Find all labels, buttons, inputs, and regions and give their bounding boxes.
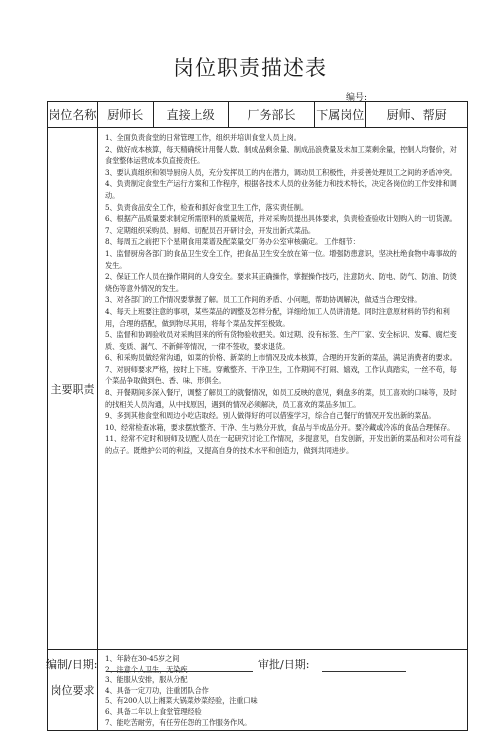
approved-date-line (322, 671, 406, 672)
duty-item: 6、根据产品质量要求制定所需原料的质量规范，并对采购员提出具体要求，负责检查验收计划购入的一切货源。 (105, 214, 457, 224)
prepared-date-label: 编制/日期: (46, 658, 98, 671)
subordinate-position-label: 下属岗位 (315, 102, 366, 127)
requirement-item: 3、能服从安排，服从分配 (105, 675, 188, 685)
duty-item: 7、对厨师要求严格，按时上下班。穿戴整齐、干净卫生，工作期间不打闹、嬉戏，工作认真踏实，一丝不苟，每个菜品争取做到色、香、味、形俱全。 (105, 364, 457, 386)
requirement-item: 6、具备二年以上食堂管理经验 (105, 706, 202, 716)
requirement-item: 7、能吃苦耐劳，有任劳任怨的工作服务作风。 (105, 717, 252, 727)
duty-item: 6、和采购员做经常沟通，如菜的价格、新菜的上市情况及成本核算，合理的开发新的菜品，满足消费者的要求。 (105, 353, 457, 363)
duty-item: 9、多到其他食堂和周边小吃店取经。别人做得好的可以借鉴学习，综合自己餐厅的情况开发出新的菜品。 (105, 411, 436, 421)
duty-item: 3、对各部门的工作情况要掌握了解。员工工作间的矛盾、小问题，帮助协调解决，做适当合理安排。 (105, 295, 422, 305)
duty-item: 2、保证工作人员在操作期间的人身安全。要求其正确操作，掌握操作技巧，注意防火、防电、防气、防油、防烫烧伤等意外情况的发生。 (105, 272, 457, 293)
duty-item: 4、负责制定食堂生产运行方案和工作程序，根据各技术人员的业务能力和技术特长，决定各岗位的工作安排和调动。 (105, 179, 457, 200)
duty-item: 8、开餐期间多深入餐厅，调整了解员工的就餐情况，如员工反映的意见，剩盘多的菜，员工喜欢的口味等，及时的找相关人员沟通，从中找原因，遇到的情况必须解决，员工喜欢的菜品多加工。 (105, 388, 457, 409)
header-row (48, 102, 467, 128)
duty-item: 7、定期组织采购员、厨师、切配员召开研讨会，开发出新式菜品。 (105, 225, 316, 235)
prepared-date-line (106, 671, 253, 672)
duty-item: 8、每周五之前把下个星期食用菜谱及配菜量交厂务办公室审核确定。 工作细节： (105, 237, 360, 247)
main-duties-content (98, 128, 467, 649)
duty-item: 3、要认真组织和领导厨房人员，充分发挥员工的内在潜力，调动员工积极性，并妥善处理员工之间的矛盾冲突。 (105, 167, 457, 177)
direct-superior-value: 厂务部长 (229, 102, 316, 127)
duty-item: 1、全面负责食堂的日常管理工作，组织并培训食堂人员上岗。 (105, 133, 301, 142)
page-title: 岗位职责描述表 (173, 56, 327, 80)
approved-date-label: 审批/日期: (258, 658, 310, 671)
subordinate-position-value: 厨师、帮厨 (386, 108, 447, 122)
requirement-item: 2、注意个人卫生，无染疾 (105, 664, 188, 674)
requirement-item: 4、具备一定刀功，注重团队合作 (105, 685, 209, 695)
serial-number-label: 编号: (346, 93, 368, 103)
duty-item: 1、监督厨房各部门的食品卫生安全工作，把食品卫生安全放在第一位。增强防患意识，坚决杜绝食物中毒事故的发生。 (105, 248, 457, 270)
duty-item: 11、经常不定时和厨师及切配人员在一起研究讨论工作情况，多提意见，自发创新，开发出新的菜品和对公司有益的点子。既维护公司的利益，又提高自身的技术水平和创造力，做到共同进步。 (105, 434, 462, 456)
duty-item: 4、每天上班要注意的事项，某些菜品的调整及怎样分配，详细给加工人员讲清楚。同时注意原材料的节约和利用，合理的搭配，做到物尽其用，将每个菜品发挥至极致。 (105, 306, 450, 328)
main-duties-label: 主要职责 (48, 128, 98, 649)
duty-item: 10、经常检查冰箱，要求摆放整齐、干净、生与熟分开放，食品与半成品分开。要冷藏或冷冻的食品合理保存。 (105, 422, 455, 432)
duty-item: 5、监督和协调验收员对采购回来的所有货物验收把关。如过期、没有标签、生产厂家、安全标识、发霉、腐烂变质、变质、漏气、不新鲜等情况，一律不签收，要求退货。 (105, 330, 457, 351)
duty-item: 2、做好成本核算，每天精确统计用餐人数、制成品剩余量、制成品浪费量及未加工菜剩余量，控制人均餐价，对食堂整体运营成本负直接责任。 (105, 144, 457, 166)
job-description-table (47, 101, 468, 731)
main-duties-row (48, 128, 467, 650)
duty-item: 5、负责食品安全工作，检查和抓好食堂卫生工作，落实责任制。 (105, 202, 308, 212)
position-name-label: 岗位名称 (48, 102, 98, 127)
requirement-item: 1、年龄在30-45岁之间 (105, 654, 180, 663)
requirement-item: 5、有200人以上湘菜大锅菜炒菜经验，注重口味 (105, 696, 258, 706)
job-requirements-label: 岗位要求 (48, 650, 98, 730)
direct-superior-label: 直接上级 (154, 102, 229, 127)
position-name-value: 厨师长 (98, 102, 154, 127)
